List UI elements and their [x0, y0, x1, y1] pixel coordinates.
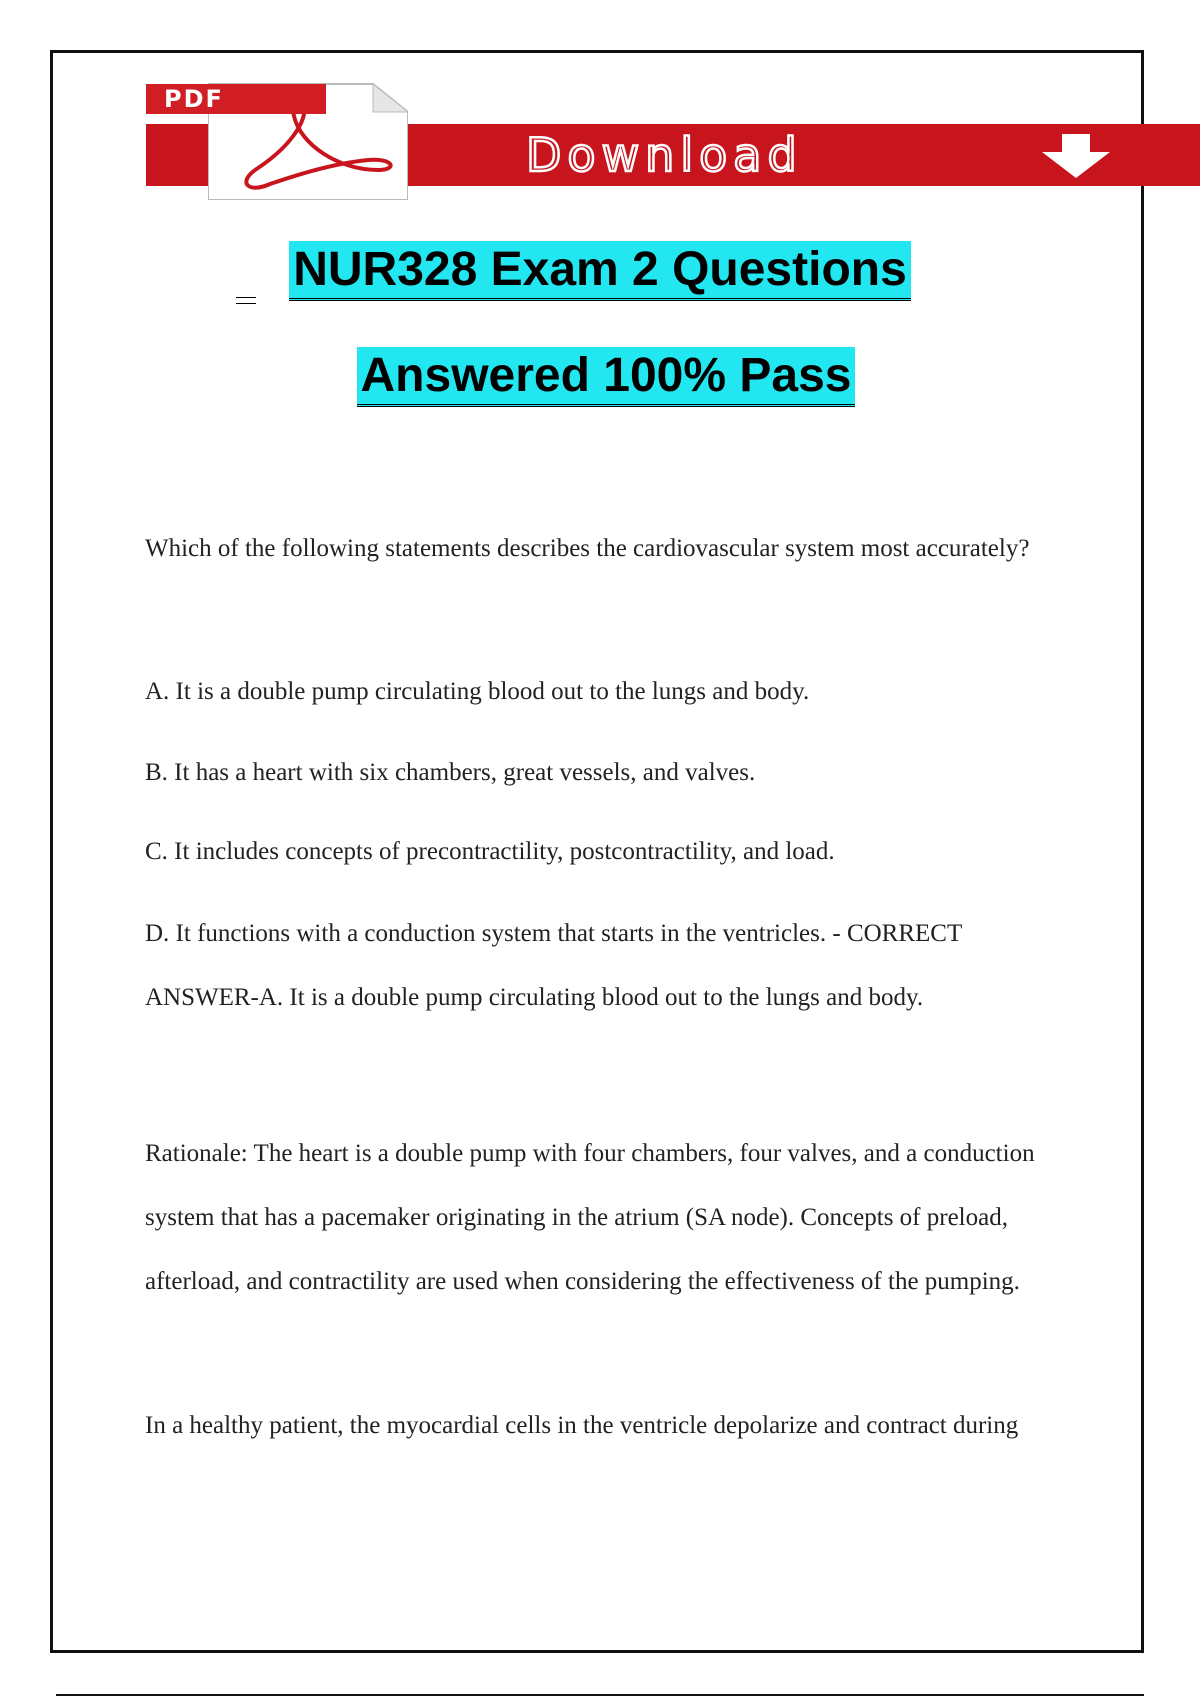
document-title-line-2: [6, 348, 1200, 403]
document-title-line-1: [0, 242, 1200, 297]
title-line-1-text: NUR328 Exam 2 Questions: [289, 241, 911, 301]
download-arrow-icon[interactable]: [1036, 132, 1116, 180]
pdf-label: PDF: [146, 84, 326, 114]
question-1-option-a: A. It is a double pump circulating blood out to the lungs and body.: [145, 678, 810, 705]
question-1-option-b: B. It has a heart with six chambers, great vessels, and valves.: [145, 759, 756, 786]
pdf-document-icon: [164, 82, 406, 202]
pdf-download-banner[interactable]: [146, 82, 1200, 202]
question-2-stem: In a healthy patient, the myocardial cells in the ventricle depolarize and contract during: [145, 1412, 1019, 1439]
question-1-option-c: C. It includes concepts of precontractility, postcontractility, and load.: [145, 838, 835, 865]
download-text: Download: [526, 128, 803, 182]
title-underline-mark: [236, 297, 256, 304]
question-1-stem: Which of the following statements describes the cardiovascular system most accurately?: [145, 535, 1030, 562]
question-1-option-d-answer: D. It functions with a conduction system that starts in the ventricles. - CORRECT ANSWER-A. It is a double pump circulating blood out to the lungs and body.: [145, 920, 962, 1011]
rationale-paragraph: Rationale: The heart is a double pump with four chambers, four valves, and a conduction system that has a pacemaker originating in the atrium (SA node). Concepts of preload, afterload, and contractility are used when considering the effectiveness of the pumping.: [145, 1140, 1035, 1295]
title-line-2-text: Answered 100% Pass: [357, 347, 856, 407]
download-label[interactable]: [526, 130, 803, 180]
bottom-divider: [56, 1694, 1144, 1696]
